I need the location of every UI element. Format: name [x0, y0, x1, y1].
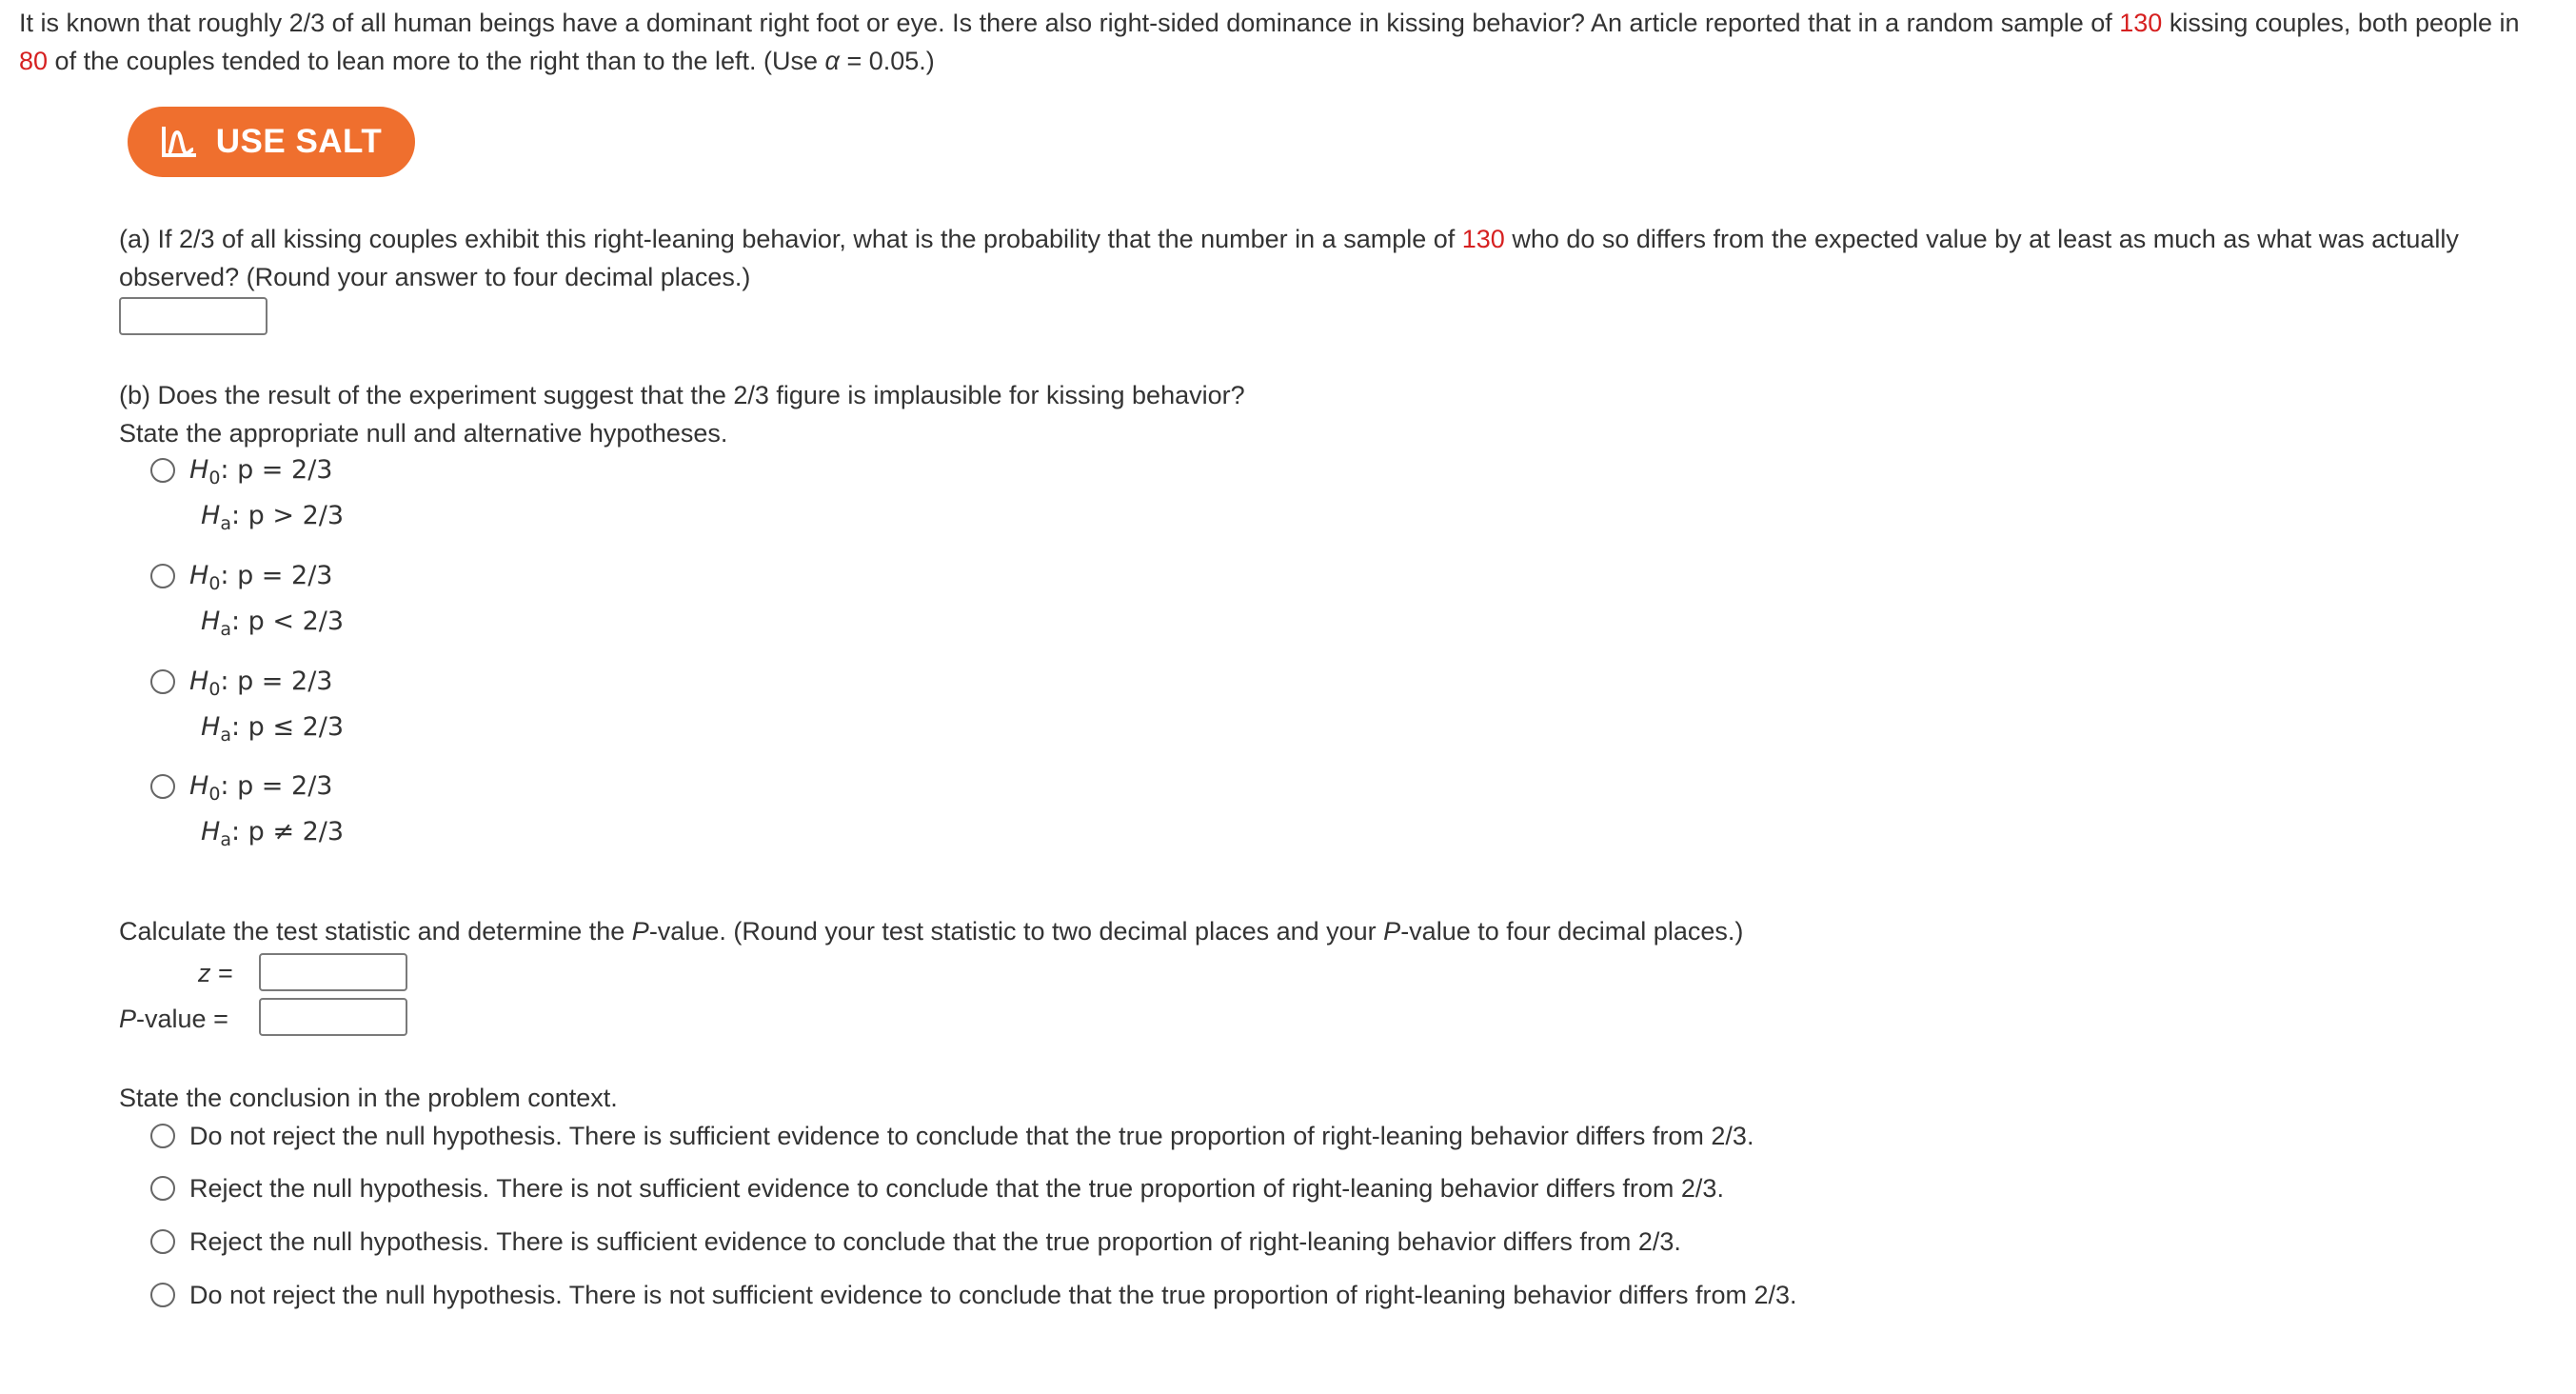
part-a-question: [119, 220, 2518, 296]
conclusion-option-1-label: Do not reject the null hypothesis. There is sufficient evidence to conclude that the true proportion of right-leaning behavior differs from 2/3.: [189, 1122, 1754, 1150]
hypothesis-option-4-ha: $H_a$: p ≠ 2/3: [201, 817, 345, 850]
z-statistic-input[interactable]: [259, 953, 407, 991]
part-a-sample-size: 130: [1461, 225, 1505, 253]
part-a-answer-input[interactable]: [119, 297, 268, 335]
hypothesis-option-3-radio[interactable]: [150, 669, 175, 694]
pvalue-input[interactable]: [259, 998, 407, 1036]
conclusion-option-1-radio[interactable]: [150, 1124, 175, 1148]
hypothesis-option-3-ha: $H_a$: p ≤ 2/3: [201, 712, 345, 746]
hypotheses-instruction: State the appropriate null and alternative hypotheses.: [119, 419, 728, 448]
use-salt-label: USE SALT: [215, 123, 383, 160]
hypothesis-option-2-h0: $H_0$: p = 2/3: [189, 561, 333, 594]
hypothesis-option-3-h0: $H_0$: p = 2/3: [189, 667, 333, 700]
sample-size-value: 130: [2119, 9, 2163, 37]
salt-icon: [161, 125, 199, 159]
intro-text-1: It is known that roughly 2/3 of all human beings have a dominant right foot or eye. Is there also right-sided dominance in kissing behavior? An article reported that in a random sample of: [19, 9, 2120, 37]
conclusion-option-3-radio[interactable]: [150, 1229, 175, 1254]
hypothesis-option-1-ha: $H_a$: p > 2/3: [201, 501, 345, 534]
conclusion-option-4-label: Do not reject the null hypothesis. There is not sufficient evidence to conclude that the true proportion of right-leaning behavior differs from 2/3.: [189, 1281, 1797, 1309]
part-a-text-2: who do so differs from the expected value by at least as much as what was actually observed? (Round your answer to four decimal places.): [119, 225, 2459, 291]
intro-text-4: = 0.05.): [839, 47, 935, 75]
conclusion-prompt: State the conclusion in the problem context.: [119, 1084, 618, 1112]
hypothesis-option-4-radio[interactable]: [150, 774, 175, 799]
count-value: 80: [19, 47, 49, 75]
hypothesis-option-1-radio[interactable]: [150, 458, 175, 483]
z-label: z =: [198, 959, 233, 987]
hypothesis-option-4-h0: $H_0$: p = 2/3: [189, 771, 333, 805]
part-a-text-1: (a) If 2/3 of all kissing couples exhibit this right-leaning behavior, what is the probability that the number in a sample of: [119, 225, 1462, 253]
conclusion-option-2-label: Reject the null hypothesis. There is not sufficient evidence to conclude that the true proportion of right-leaning behavior differs from 2/3.: [189, 1174, 1724, 1203]
use-salt-button[interactable]: [128, 107, 415, 177]
intro-text-3: of the couples tended to lean more to the right than to the left. (Use: [48, 47, 825, 75]
pvalue-label: P-value =: [119, 1005, 228, 1033]
conclusion-option-2-radio[interactable]: [150, 1176, 175, 1201]
conclusion-option-4-radio[interactable]: [150, 1283, 175, 1307]
conclusion-option-3-label: Reject the null hypothesis. There is sufficient evidence to conclude that the true proportion of right-leaning behavior differs from 2/3.: [189, 1227, 1681, 1256]
hypothesis-option-2-ha: $H_a$: p < 2/3: [201, 607, 345, 640]
hypothesis-option-2-radio[interactable]: [150, 564, 175, 588]
hypothesis-option-1-h0: $H_0$: p = 2/3: [189, 455, 333, 488]
part-b-question: (b) Does the result of the experiment suggest that the 2/3 figure is implausible for kissing behavior?: [119, 381, 1245, 409]
alpha-symbol: α: [824, 47, 840, 75]
intro-text-2: kissing couples, both people in: [2162, 9, 2520, 37]
problem-intro: [19, 4, 2551, 80]
calc-instruction: Calculate the test statistic and determine the P-value. (Round your test statistic to two decimal places and your P-value to four decimal places.): [119, 917, 1744, 946]
